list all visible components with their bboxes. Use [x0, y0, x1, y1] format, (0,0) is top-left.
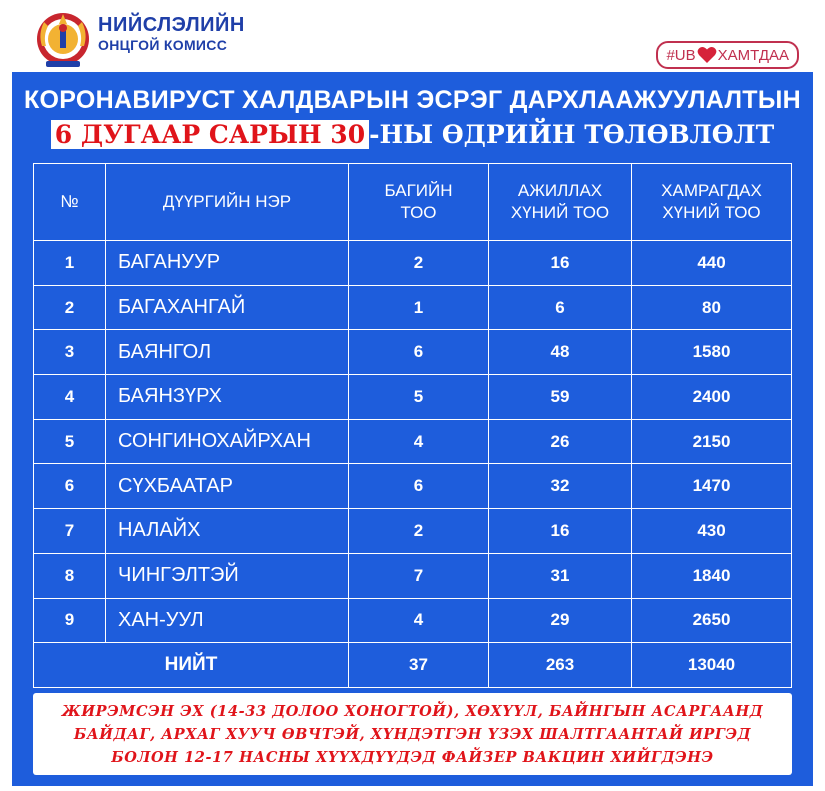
header-team-count-line1: БАГИЙН — [384, 181, 453, 200]
row-number: 9 — [34, 598, 106, 643]
district-name: БАЯНГОЛ — [106, 330, 349, 375]
row-number: 6 — [34, 464, 106, 509]
district-name: БАЯНЗҮРХ — [106, 375, 349, 420]
row-number: 3 — [34, 330, 106, 375]
header-staff-count — [489, 164, 632, 241]
table-row — [34, 285, 792, 330]
page-title-line1: КОРОНАВИРУСТ ХАЛДВАРЫН ЭСРЭГ ДАРХЛААЖУУЛАЛТЫН — [23, 86, 801, 114]
coverage-count: 1840 — [632, 553, 792, 598]
staff-count: 48 — [489, 330, 632, 375]
table-row — [34, 464, 792, 509]
coverage-count: 2650 — [632, 598, 792, 643]
row-number: 7 — [34, 509, 106, 554]
staff-count: 59 — [489, 375, 632, 420]
coverage-count: 1470 — [632, 464, 792, 509]
team-count: 6 — [349, 464, 489, 509]
footer-note-line1: ЖИРЭМСЭН ЭХ (14-33 ДОЛОО ХОНОГТОЙ), ХӨХҮҮЛ, БАЙНГЫН АСАРГААНД — [61, 703, 764, 720]
table-row — [34, 330, 792, 375]
table-row — [34, 553, 792, 598]
hashtag-badge — [656, 41, 799, 69]
hashtag-prefix: #UB — [666, 46, 696, 64]
header-district-name: ДҮҮРГИЙН НЭР — [106, 164, 349, 241]
header-coverage-count-line1: ХАМРАГДАХ — [661, 181, 762, 200]
header-staff-count-line1: АЖИЛЛАХ — [517, 181, 603, 200]
staff-count: 26 — [489, 419, 632, 464]
row-number: 5 — [34, 419, 106, 464]
staff-count: 16 — [489, 241, 632, 286]
table-row — [34, 509, 792, 554]
hashtag-suffix: ХАМТДАА — [717, 46, 789, 64]
table-row — [34, 598, 792, 643]
coverage-count: 440 — [632, 241, 792, 286]
header-coverage-count-line2: ХҮНИЙ ТОО — [662, 203, 761, 222]
header — [0, 0, 825, 72]
district-name: ХАН-УУЛ — [106, 598, 349, 643]
district-name: БАГАНУУР — [106, 241, 349, 286]
title-rest: -НЫ ӨДРИЙН ТӨЛӨВЛӨЛТ — [369, 120, 775, 149]
header-staff-count-line2: ХҮНИЙ ТОО — [510, 203, 610, 222]
team-count: 1 — [349, 285, 489, 330]
org-name-line2: ОНЦГОЙ КОМИСС — [98, 37, 228, 53]
team-count: 2 — [349, 509, 489, 554]
table-header-row — [34, 164, 792, 241]
coverage-count: 430 — [632, 509, 792, 554]
date-highlight: 6 ДУГААР САРЫН 30 — [51, 120, 369, 149]
district-name: ЧИНГЭЛТЭЙ — [106, 553, 349, 598]
team-count: 5 — [349, 375, 489, 420]
row-number: 2 — [34, 285, 106, 330]
footer-note-line2: БАЙДАГ, АРХАГ ХУУЧ ӨВЧТЭЙ, ХҮНДЭТГЭН ҮЗЭХ ШАЛТГААНТАЙ ИРГЭД — [73, 726, 752, 743]
coverage-count: 80 — [632, 285, 792, 330]
total-coverage-count: 13040 — [632, 643, 792, 688]
table-total-row — [34, 643, 792, 688]
district-name: НАЛАЙХ — [106, 509, 349, 554]
table-row — [34, 241, 792, 286]
footer-note-line3: БОЛОН 12-17 НАСНЫ ХҮҮХДҮҮДЭД ФАЙЗЕР ВАКЦИН ХИЙГДЭНЭ — [111, 749, 714, 766]
total-label: НИЙТ — [34, 643, 349, 688]
header-team-count — [349, 164, 489, 241]
table-row — [34, 419, 792, 464]
vaccination-plan-table — [33, 163, 792, 688]
header-coverage-count — [632, 164, 792, 241]
staff-count: 16 — [489, 509, 632, 554]
header-team-count-line2: ТОО — [400, 203, 437, 222]
district-name: СҮХБААТАР — [106, 464, 349, 509]
team-count: 7 — [349, 553, 489, 598]
staff-count: 6 — [489, 285, 632, 330]
staff-count: 29 — [489, 598, 632, 643]
coverage-count: 1580 — [632, 330, 792, 375]
row-number: 4 — [34, 375, 106, 420]
row-number: 8 — [34, 553, 106, 598]
staff-count: 31 — [489, 553, 632, 598]
district-name: БАГАХАНГАЙ — [106, 285, 349, 330]
heart-icon — [697, 46, 717, 64]
row-number: 1 — [34, 241, 106, 286]
team-count: 6 — [349, 330, 489, 375]
district-name: СОНГИНОХАЙРХАН — [106, 419, 349, 464]
team-count: 4 — [349, 419, 489, 464]
coverage-count: 2400 — [632, 375, 792, 420]
team-count: 4 — [349, 598, 489, 643]
total-team-count: 37 — [349, 643, 489, 688]
team-count: 2 — [349, 241, 489, 286]
coverage-count: 2150 — [632, 419, 792, 464]
footer-note — [33, 693, 792, 775]
total-staff-count: 263 — [489, 643, 632, 688]
page-title-line2 — [0, 120, 825, 149]
header-no: № — [34, 164, 106, 241]
staff-count: 32 — [489, 464, 632, 509]
org-name — [98, 14, 245, 54]
table-row — [34, 375, 792, 420]
org-name-line1: НИЙСЛЭЛИЙН — [98, 14, 245, 36]
soyombo-emblem-icon — [34, 6, 92, 68]
